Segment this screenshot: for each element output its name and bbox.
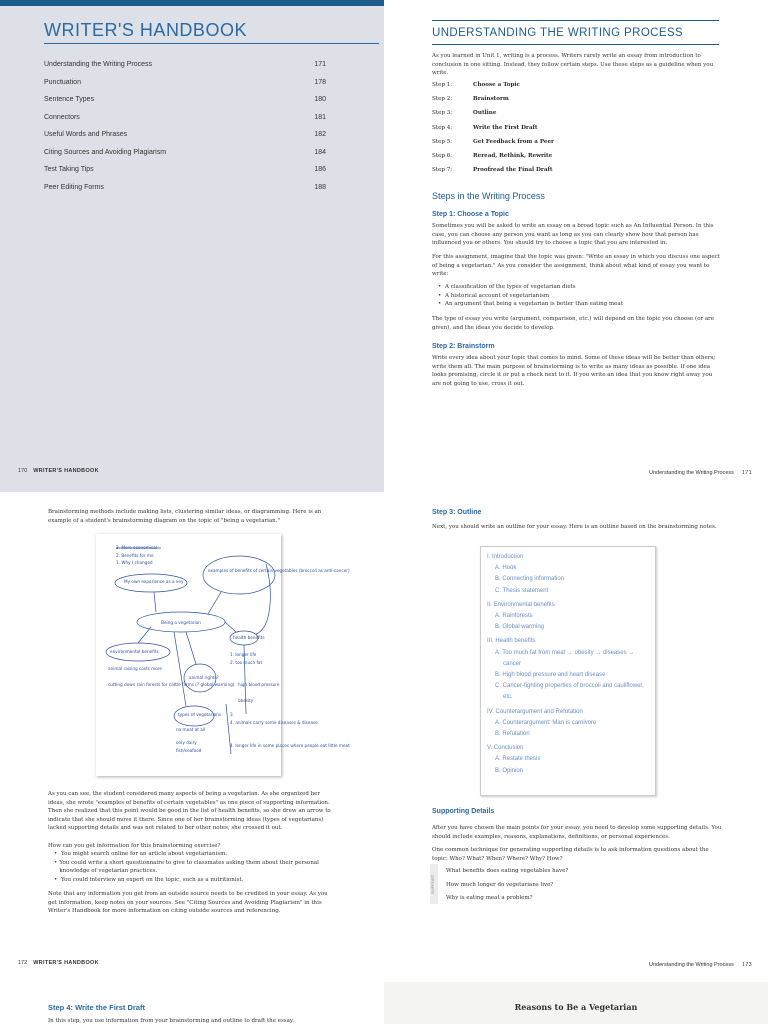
page-number: 170 [18,468,28,474]
step-label: Brainstorm [473,96,509,103]
outline-line: B. High blood pressure and heart disease [495,672,606,679]
toc-row [44,114,326,132]
bullet-item [438,300,718,309]
toc-label: Citing Sources and Avoiding Plagiarism [44,148,167,156]
outline-line: I. Introduction [487,554,524,560]
step3-paragraph: Next, you should write an outline for your essay. Here is an outline based on the brainstorming notes. [432,524,717,530]
step-row [432,96,632,110]
health-item-1: 1. longer life [230,652,257,657]
step-label: Write the First Draft [473,124,538,131]
step-number: Step 7: [432,167,453,174]
diagram-drawing [96,534,350,776]
step-label: Proofread the Final Draft [473,167,553,174]
bullet-item [438,283,718,292]
step-number: Step 3: [432,110,453,117]
supporting-details-heading: Supporting Details [432,808,495,815]
toc-row [44,131,326,149]
bullet-item [438,292,718,301]
own-experience-text: My own experience as a vey [124,579,184,584]
examples-ellipse [203,556,275,594]
running-head: WRITER'S HANDBOOK [33,468,99,474]
outline-line: etc. [503,694,513,701]
toc-page: 171 [314,61,326,68]
title-top-rule [432,20,719,21]
step-label: Outline [473,110,497,117]
environment-text: environmental benefits [110,649,159,654]
first-draft-page [0,982,384,1024]
step-row [432,139,632,153]
support-paragraph-2: One common technique for generating supporting details is to ask information questions about the topic: Who? What? When? Where? Why? How? [432,847,709,862]
intro-paragraph: As you learned in Unit 1, writing is a process. Writers rarely write an essay from introduction to conclusion in one sitting. Instead, they follow certain steps. Use these steps as a guideline when you write. [432,53,714,76]
page-number: 172 [18,960,28,966]
body-paragraph-3: Note that any information you get from an outside source needs to be credited in your essay. As you get information, keep notes on your sources. See "Citing Sources and Avoiding Plagiarism" in this Writer's Handbook for more information on citing outside sources and referencing. [48,891,328,914]
toc-row [44,184,326,202]
page-title: UNDERSTANDING THE WRITING PROCESS [432,27,684,39]
bullet-dot: • [54,876,58,883]
toc-row [44,79,326,97]
types-item-2: only dairy [176,740,197,745]
toc-row [44,149,326,167]
bullet-text: You could interview an expert on the topic, such as a nutritionist. [61,876,244,883]
bullet-dot: • [438,284,442,290]
outline-line: II. Environmental benefits [487,601,555,608]
question-line: What benefits does eating vegetables have? [446,868,569,874]
center-text: Being a vegetarian [161,620,201,625]
bullet-text: An argument that being a vegetarian is better than eating meat [445,301,623,307]
hb-item-2: obesity [238,698,254,703]
toc-label: Understanding the Writing Process [44,61,153,68]
step1-bullets [438,283,718,309]
step-label: Get Feedback from a Peer [473,138,554,145]
page-number: 171 [741,470,752,476]
outline-line: B. Connecting information [495,576,565,583]
page-folio [649,470,752,476]
toc-page: 184 [314,148,326,156]
outline-line: C. Cancer-fighting properties of broccoli and cauliflower, [495,683,644,690]
step-row [432,82,632,96]
bullet-text: You might search online for an article about vegetarianism. [61,851,228,857]
step-row [432,153,632,167]
page-folio [649,962,752,968]
table-of-contents [44,61,326,201]
step-number: Step 1: [432,82,453,88]
section-heading: Steps in the Writing Process [432,191,545,201]
toc-row [44,61,326,79]
step1-paragraph-3: The type of essay you write (argument, comparison, etc.) will depend on the topic you choose (or are given), and the ideas you decide to develop. [432,316,715,331]
env-item-1: animal raising costs more [108,666,163,671]
toc-page: 188 [314,183,326,191]
brainstorm-diagram [96,534,350,776]
outline-line: A. Counterargument: Man is carnivore [495,719,597,726]
support-paragraph-1: After you have chosen the main points for your essay, you need to develop some supporting details. You should include examples, reasons, explanations, definitions, or personal experiences. [432,825,722,840]
types-text: types of vegetarians [178,712,222,717]
outline-line: V. Conclusion [487,745,524,752]
toc-row [44,96,326,114]
bullet-dot: • [54,851,58,857]
questions-list [446,867,706,908]
essay-title: Reasons to Be a Vegetarian [514,1002,638,1012]
body-paragraph-2: How can you get information for this brainstorming exercise? [48,843,221,849]
essay-outline-box [480,546,656,796]
writing-process-page [384,0,768,492]
right-item-1: 3. [230,712,234,717]
step1-paragraph-2: For this assignment, imagine that the topic was given: "Write an essay in which you discuss one aspect of being a vegetarian." As you consider the assignment, think about what kind of essay you want to write: [432,254,720,277]
bullet-text: You could write a short questionnaire to give to classmates asking them about their personal knowledge of vegetarian practices. [59,859,319,874]
outline-line: cancer [503,660,522,667]
right-item-3: 4. longer life in some places where people eat little meat [230,743,350,748]
page-folio [18,468,99,474]
step2-paragraph: Write every idea about your topic that comes to mind. Some of these ideas will be better than others; write them all. The main purpose of brainstorming is to write as many ideas as possible. If one idea looks promising, circle it or put a check next to it. If you write an idea that you know right away you are not going to use, cross it out. [432,355,716,387]
question-line: Why is eating meat a problem? [446,895,533,901]
page-folio [18,960,99,966]
intro-paragraph: Brainstorming methods include making lists, clustering similar ideas, or diagramming. Here is an example of a student's brainstorming diagram on the topic of "being a vegetarian." [48,509,322,524]
bullet-dot: • [54,859,58,866]
outline-line: B. Refutation [495,731,530,738]
crossed-item: 3. More economical [116,545,157,550]
title-rule [44,43,379,44]
toc-page: 186 [314,166,326,173]
step-label: Choose a Topic [473,82,520,88]
steps-list [432,82,632,181]
health-text: health benefits [233,635,265,640]
bullet-item [54,850,334,859]
bullet-item [54,859,334,876]
step-row [432,110,632,124]
step2-heading: Step 2: Brainstorm [432,343,495,350]
handbook-contents-page [0,0,384,492]
step1-paragraph-1: Sometimes you will be asked to write an essay on a broad topic such as An Influential Person. In this case, you can choose any person you want as long as you can clearly show how that person has influenced you or others. You should try to choose a topic that you are interested in. [432,223,714,246]
outline-line: B. Opinion [495,767,524,774]
toc-label: Test Taking Tips [44,166,94,173]
toc-page: 182 [314,131,326,138]
step-number: Step 6: [432,152,453,159]
step4-paragraph: In this step, you use information from your brainstorming and outline to draft the essay. [48,1018,295,1024]
bullet-text: A classification of the types of vegetarian diets [445,284,576,290]
bullet-dot: • [438,301,442,307]
outline-line: C. Thesis statement [495,587,549,594]
top-color-bar [0,0,384,6]
step3-heading: Step 3: Outline [432,509,482,516]
question-line: How much longer do vegetarians live? [446,881,554,888]
bullet-item [54,876,334,885]
running-head: WRITER'S HANDBOOK [33,960,99,966]
step4-heading: Step 4: Write the First Draft [48,1003,145,1012]
outline-line: A. Restate thesis [495,756,541,763]
step-number: Step 4: [432,124,453,131]
essay-draft-page [384,982,768,1024]
toc-label: Useful Words and Phrases [44,131,128,138]
step-number: Step 2: [432,96,453,103]
title-rule [432,44,719,45]
page-number: 173 [741,962,752,968]
outline-line: B. Global warming [495,624,545,631]
toc-label: Connectors [44,113,80,121]
env-item-2: cutting down rain forests for cattle farms (? global warming) [108,682,235,687]
page-title: WRITER'S HANDBOOK [44,20,247,40]
toc-page: 178 [314,78,326,86]
hb-item-1: high blood pressure [238,682,280,687]
right-item-2: 4. animals carry some diseases & disease [230,720,318,725]
side-label: SUPPORT [430,864,438,904]
animal-text: animal rights? [189,675,219,680]
step-label: Reread, Rethink, Rewrite [473,152,553,159]
health-item-2: 2. too much fat [230,660,263,665]
examples-text: examples of benefits of certain vegetables (broccoli as anti-cancer) [208,568,350,573]
types-item-3: fish/seafood [176,748,202,753]
bullet-text: A historical account of vegetarianism [445,292,550,299]
toc-label: Punctuation [44,78,81,86]
running-head: Understanding the Writing Process [649,962,734,968]
outline-line: A. Too much fat from meat → obesity → diseases → [495,649,635,656]
step1-heading: Step 1: Choose a Topic [432,211,509,218]
outline-line: A. Hook [495,565,517,572]
toc-page: 180 [314,96,326,103]
toc-page: 181 [314,113,326,121]
toc-row [44,166,326,184]
running-head: Understanding the Writing Process [649,470,734,476]
types-item-1: no meat at all [176,727,206,732]
body-paragraph-1: As you can see, the student considered many aspects of being a vegetarian. As she organized her ideas, she wrote "examples of benefits of certain vegetables" as one piece of supporting information. Then she realized that this point would be good in the list of health benefits, so she drew an arrow to indicate that she should move it there. Since one of her brainstorming ideas (types of vegetarians) lacked supporting details and was not related to her other notes, she crossed it out. [48,791,331,831]
info-bullets [54,850,334,884]
outline-line: III. Health benefits [487,638,536,645]
toc-label: Peer Editing Forms [44,183,104,191]
step-row [432,167,632,181]
bullet-dot: • [438,292,442,299]
step-row [432,125,632,139]
list-item-2: 2. Benefits for me [116,553,154,558]
outline-line: A. Rainforests [495,613,533,620]
toc-label: Sentence Types [44,96,95,103]
step-number: Step 5: [432,138,453,145]
list-item-1: 1. Why I changed [116,560,153,565]
outline-line: IV. Counterargument and Refutation [487,708,583,715]
